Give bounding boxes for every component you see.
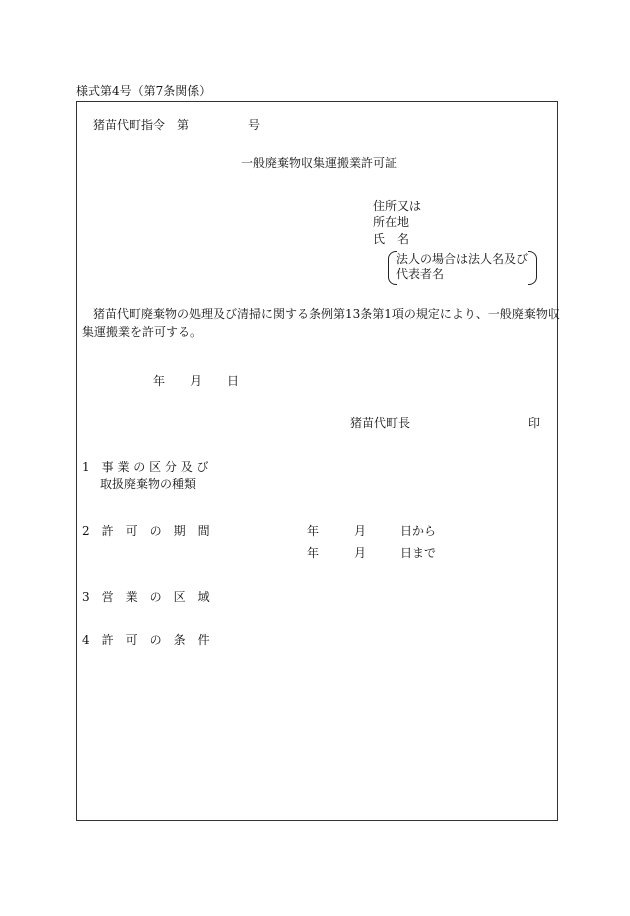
address-label-2: 所在地 — [373, 215, 410, 229]
item-4-label: 4 許 可 の 条 件 — [82, 633, 210, 647]
document-title: 一般廃棄物収集運搬業許可証 — [241, 156, 398, 170]
item-1-label: 1 事 業 の 区 分 及 び — [82, 460, 209, 474]
corporate-note-2: 代表者名 — [396, 267, 445, 281]
seal-mark: 印 — [528, 416, 541, 430]
period-from-year: 年 — [307, 524, 320, 538]
period-to-month: 月 — [354, 546, 367, 560]
corporate-note-1: 法人の場合は法人名及び — [396, 252, 529, 266]
form-label: 様式第4号（第7条関係） — [76, 84, 212, 98]
right-bracket — [528, 251, 537, 285]
date-year: 年 — [153, 374, 166, 388]
issuer-name: 猪苗代町長 — [350, 416, 411, 430]
period-to-year: 年 — [307, 546, 320, 560]
number-prefix: 猪苗代町指令 第 — [93, 118, 190, 132]
period-from-month: 月 — [354, 524, 367, 538]
period-to-day: 日まで — [400, 546, 437, 560]
date-day: 日 — [227, 374, 240, 388]
number-suffix: 号 — [248, 118, 261, 132]
item-2-label: 2 許 可 の 期 間 — [82, 524, 210, 538]
body-text-line-2: 集運搬業を許可する。 — [82, 325, 203, 339]
item-3-label: 3 営 業 の 区 域 — [82, 590, 210, 604]
address-label-1: 住所又は — [373, 199, 422, 213]
name-label: 氏 名 — [373, 232, 410, 246]
date-month: 月 — [190, 374, 203, 388]
item-1-sublabel: 取扱廃棄物の種類 — [100, 477, 197, 491]
body-text-line-1: 猪苗代町廃棄物の処理及び清掃に関する条例第13条第1項の規定により、一般廃棄物収 — [93, 307, 560, 321]
period-from-day: 日から — [400, 524, 437, 538]
